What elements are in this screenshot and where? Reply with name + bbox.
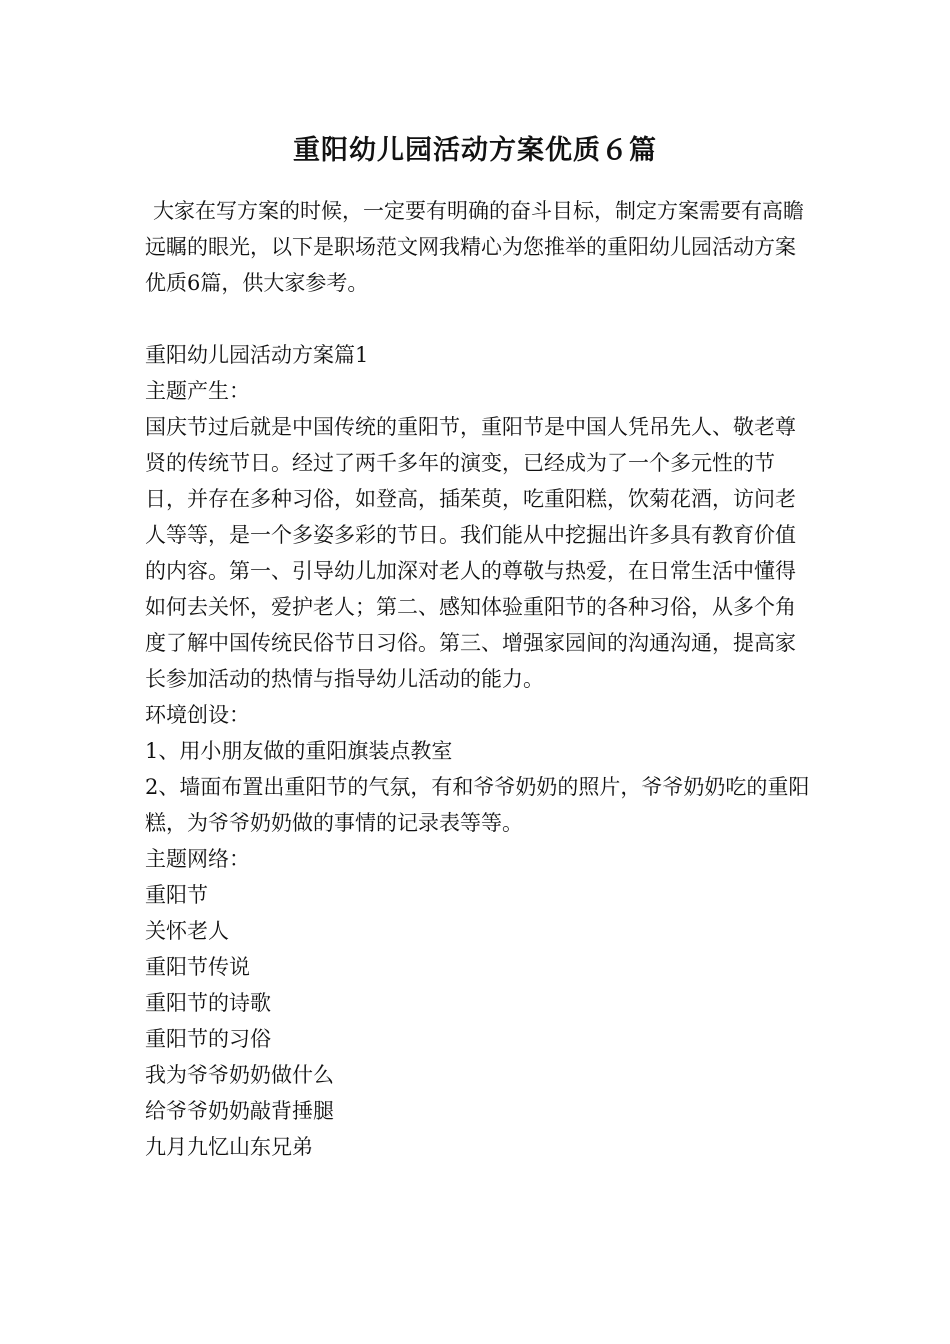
network-item: 我为爷爷奶奶做什么	[145, 1063, 334, 1087]
paragraph-spacer	[145, 301, 815, 337]
environment-item-1: 1、用小朋友做的重阳旗装点教室	[145, 739, 453, 763]
network-item: 关怀老人	[145, 919, 229, 943]
network-item: 重阳节的习俗	[145, 1027, 271, 1051]
theme-paragraph: 国庆节过后就是中国传统的重阳节，重阳节是中国人凭吊先人、敬老尊贤的传统节日。经过了两千多年的演变，已经成为了一个多元性的节日，并存在多种习俗，如登高，插茱萸，吃重阳糕，饮菊花酒，访问老人等等，是一个多姿多彩的节日。我们能从中挖掘出许多具有教育价值的内容。第一、引导幼儿加深对老人的尊敬与热爱，在日常生活中懂得如何去关怀，爱护老人；第二、感知体验重阳节的各种习俗，从多个角度了解中国传统民俗节日习俗。第三、增强家园间的沟通沟通，提高家长参加活动的热情与指导幼儿活动的能力。	[145, 415, 796, 691]
environment-item-2: 2、墙面布置出重阳节的气氛，有和爷爷奶奶的照片，爷爷奶奶吃的重阳糕，为爷爷奶奶做的事情的记录表等等。	[145, 775, 810, 835]
theme-label: 主题产生：	[145, 379, 250, 403]
network-item: 重阳节的诗歌	[145, 991, 271, 1015]
intro-paragraph: 大家在写方案的时候，一定要有明确的奋斗目标，制定方案需要有高瞻远瞩的眼光，以下是职场范文网我精心为您推举的重阳幼儿园活动方案优质6篇，供大家参考。	[145, 199, 804, 295]
document-body	[145, 193, 815, 1165]
network-label: 主题网络：	[145, 847, 250, 871]
network-item: 重阳节	[145, 883, 208, 907]
document-title: 重阳幼儿园活动方案优质６篇	[293, 135, 657, 166]
network-item: 九月九忆山东兄弟	[145, 1135, 313, 1159]
environment-label: 环境创设：	[145, 703, 250, 727]
network-item: 给爷爷奶奶敲背捶腿	[145, 1099, 334, 1123]
network-item: 重阳节传说	[145, 955, 250, 979]
section-heading: 重阳幼儿园活动方案篇1	[145, 343, 369, 367]
